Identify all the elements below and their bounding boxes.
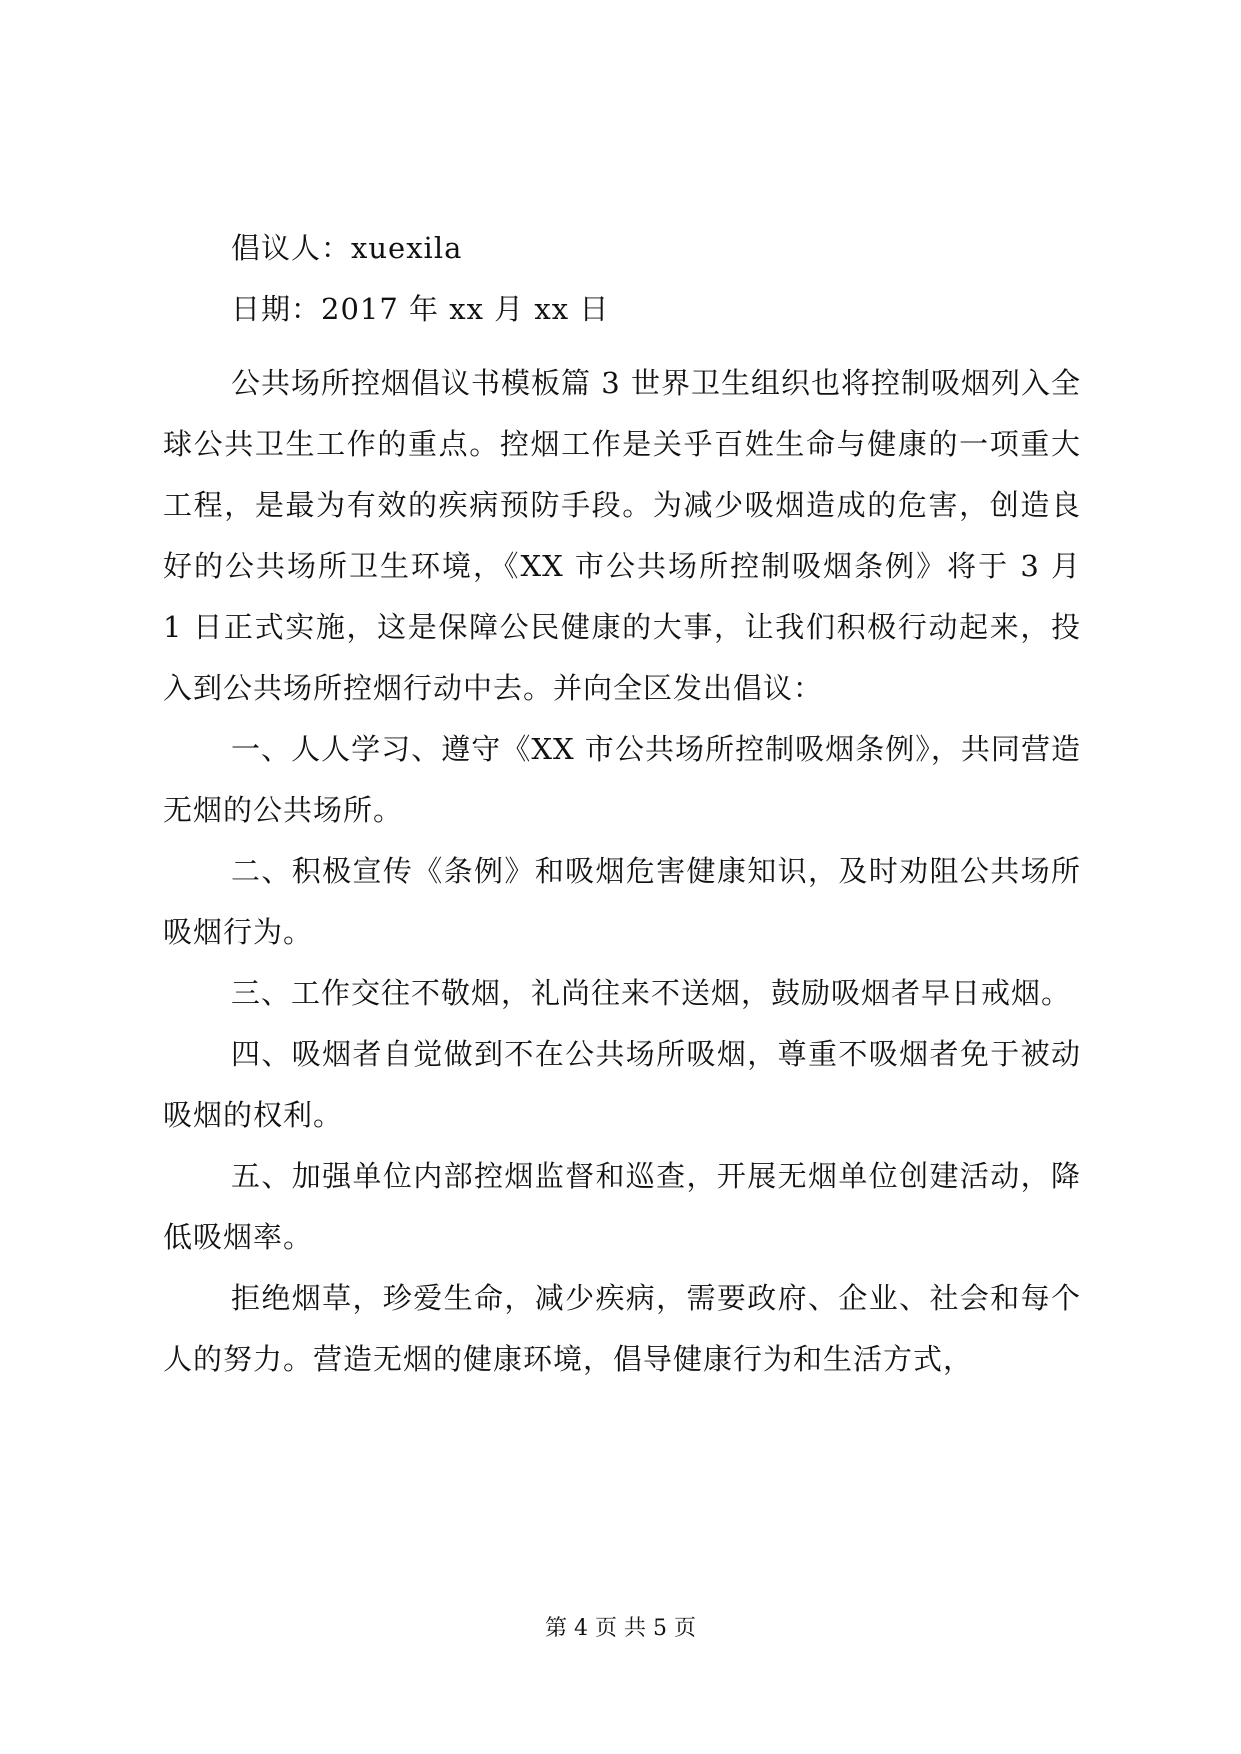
page-footer: 第 4 页 共 5 页	[545, 1616, 696, 1641]
proposer-line: 倡议人：xuexila	[231, 231, 463, 265]
paragraph-item-1: 一、人人学习、遵守《XX 市公共场所控制吸烟条例》，共同营造无烟的公共场所。	[163, 732, 1081, 827]
paragraph-intro: 公共场所控烟倡议书模板篇 3 世界卫生组织也将控制吸烟列入全球公共卫生工作的重点。控烟工作是关乎百姓生命与健康的一项重大工程，是最为有效的疾病预防手段。为减少吸烟造成的危害，创造良好的公共场所卫生环境，《XX 市公共场所控制吸烟条例》将于 3 月 1 日正式实施，这是保障公民健康的大事，让我们积极行动起来，投入到公共场所控烟行动中去。并向全区发出倡议：	[163, 366, 1081, 705]
document-body	[163, 231, 1081, 1390]
paragraph-closing: 拒绝烟草，珍爱生命，减少疾病，需要政府、企业、社会和每个人的努力。营造无烟的健康环境，倡导健康行为和生活方式，	[163, 1281, 1081, 1376]
paragraph-item-4: 四、吸烟者自觉做到不在公共场所吸烟，尊重不吸烟者免于被动吸烟的权利。	[163, 1037, 1081, 1132]
paragraph-item-3: 三、工作交往不敬烟，礼尚往来不送烟，鼓励吸烟者早日戒烟。	[231, 976, 1072, 1010]
date-line: 日期：2017 年 xx 月 xx 日	[231, 292, 610, 326]
paragraph-item-2: 二、积极宣传《条例》和吸烟危害健康知识，及时劝阻公共场所吸烟行为。	[163, 854, 1081, 949]
paragraph-item-5: 五、加强单位内部控烟监督和巡查，开展无烟单位创建活动，降低吸烟率。	[163, 1159, 1081, 1254]
